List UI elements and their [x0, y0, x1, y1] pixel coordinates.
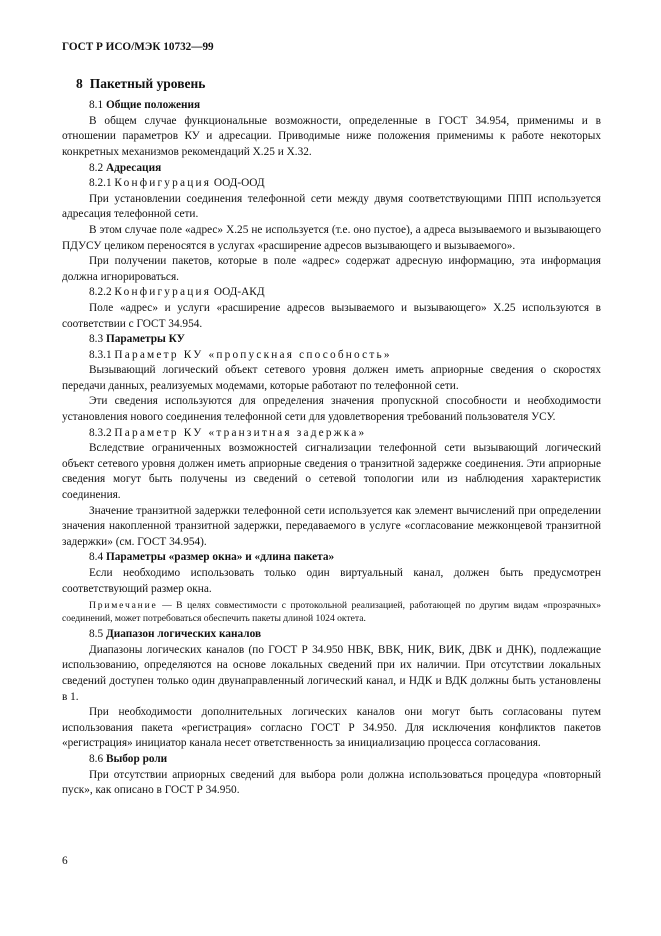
- paragraph: При установлении соединения телефонной сети между двумя соответствующими ППП используется адресация телефонной сети.: [62, 192, 601, 221]
- paragraph: Значение транзитной задержки телефонной сети используется как элемент вычислений при определении значения накопленной транзитной задержки, передаваемого в услуге «согласование межконцевой транзитной задержки» (см. ГОСТ 34.954).: [62, 504, 601, 548]
- subsection-title: Параметры КУ: [105, 333, 185, 346]
- section-number: 8: [76, 75, 83, 91]
- standard-designation: ГОСТ Р ИСО/МЭК 10732—99: [62, 41, 214, 53]
- paragraph: При получении пакетов, которые в поле «адрес» содержат адресную информацию, эта информация должна игнорироваться.: [62, 255, 601, 283]
- paragraph: Эти сведения используются для определения значения пропускной способности и необходимости установления нового соединения телефонной сети для удовлетворения требований пользователя УСУ.: [62, 395, 601, 424]
- paragraph: Диапазоны логических каналов (по ГОСТ Р 34.950 НВК, ВВК, НИК, ВИК, ДВК и ДНК), подлежащие использованию, определяются на основе локальных сведений при их наличии. При отсутствии локальных сведений доступен только один двунаправленный логический канал, и НДК и ВДК должны быть установлены в 1.: [62, 643, 601, 703]
- paragraph: При отсутствии априорных сведений для выбора роли должна использоваться процедура «повторный пуск», как описано в ГОСТ Р 34.950.: [62, 768, 601, 797]
- clause-heading-8-2-2: 8.2.2 Конфигурация ООД-АКД: [89, 286, 265, 299]
- section-heading: [76, 76, 601, 92]
- clause-label: Параметр КУ «пропускная способность»: [114, 348, 392, 361]
- clause-label: Параметр КУ «транзитная задержка»: [114, 426, 367, 439]
- clause-label: Конфигурация: [114, 286, 212, 299]
- subsection-heading-8-1: 8.1 Общие положения: [89, 99, 201, 112]
- subsection-title: Диапазон логических каналов: [105, 628, 262, 641]
- note-text: — В целях совместимости с протокольной реализацией, работающей по другим видам «прозрачных» соединений, может потребоваться обеспечить пакеты длиной 1024 октета.: [62, 600, 601, 625]
- paragraph: В общем случае функциональные возможности, определенные в ГОСТ 34.954, применимы и в отношении параметров КУ и адресации. Приводимые ниже положения применимы к работе некоторых конкретных механизмов рекомендаций X.25 и X.32.: [62, 114, 601, 158]
- subsection-heading-8-3: 8.3 Параметры КУ: [89, 333, 185, 346]
- paragraph: В этом случае поле «адрес» X.25 не используется (т.е. оно пустое), а адреса вызываемого и вызывающего ПДУСУ целиком переносятся в услугах «расширение адресов вызывающего и вызываемого».: [62, 223, 601, 252]
- subsection-heading-8-6: 8.6 Выбор роли: [89, 752, 168, 765]
- subsection-heading-8-5: 8.5 Диапазон логических каналов: [89, 628, 262, 641]
- subsection-title: Общие положения: [105, 99, 201, 112]
- paragraph: Вследствие ограниченных возможностей сигнализации телефонной сети вызывающий логический объект сетевого уровня должен иметь априорные сведения о транзитной задержке соединения. Эти априорные сведения могут быть получены из сведений о сетевой топологии или из наблюдения характеристик соединения.: [62, 442, 601, 502]
- clause-heading-8-3-2: 8.3.2 Параметр КУ «транзитная задержка»: [89, 426, 367, 439]
- subsection-title: Адресация: [105, 161, 162, 174]
- document-page: [62, 40, 601, 799]
- subsection-heading-8-2: 8.2 Адресация: [89, 161, 162, 174]
- page-number: 6: [62, 855, 68, 867]
- paragraph: Если необходимо использовать только один виртуальный канал, должен быть предусмотрен соответствующий размер окна.: [62, 567, 601, 595]
- paragraph: Поле «адрес» и услуги «расширение адресов вызываемого и вызывающего» X.25 используются в соответствии с ГОСТ 34.954.: [62, 301, 601, 330]
- clause-title: ООД-АКД: [213, 286, 265, 299]
- subsection-title: Выбор роли: [105, 752, 168, 765]
- paragraph: Вызывающий логический объект сетевого уровня должен иметь априорные сведения о скоростях передачи данных, реализуемых модемами, которые работают по телефонной сети.: [62, 364, 601, 392]
- clause-label: Конфигурация: [114, 177, 212, 190]
- subsection-title: Параметры «размер окна» и «длина пакета»: [105, 551, 335, 564]
- paragraph: При необходимости дополнительных логических каналов они могут быть согласованы путем использования пакета «регистрация» согласно ГОСТ Р 34.950. Для исключения конфликтов пакетов «регистрация» инициатор канала несет ответственность за инициализацию процесса согласования.: [62, 706, 601, 750]
- clause-title: ООД-ООД: [213, 177, 265, 190]
- note: [62, 599, 601, 625]
- clause-heading-8-2-1: 8.2.1 Конфигурация ООД-ООД: [89, 177, 265, 190]
- subsection-heading-8-4: 8.4 Параметры «размер окна» и «длина пакета»: [89, 551, 335, 564]
- clause-heading-8-3-1: 8.3.1 Параметр КУ «пропускная способность»: [89, 348, 392, 361]
- section-title: Пакетный уровень: [89, 75, 206, 91]
- note-label: Примечание: [89, 600, 158, 612]
